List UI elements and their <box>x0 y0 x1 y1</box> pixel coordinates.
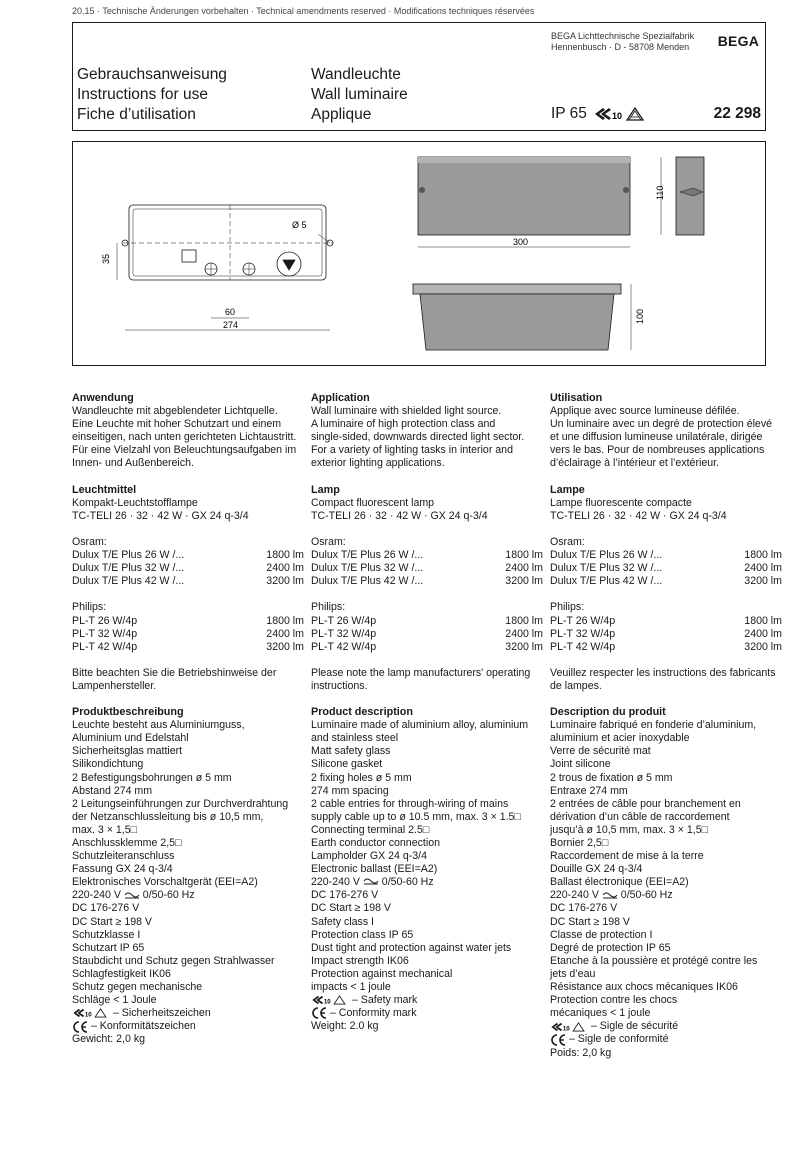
lamp-model: Dulux T/E Plus 32 W /... <box>72 562 185 575</box>
voltage-line <box>311 876 543 889</box>
description-line: Schutz gegen mechanische <box>72 981 203 994</box>
description-line: Schläge < 1 Joule <box>72 994 157 1007</box>
column-fr <box>550 392 782 1073</box>
application-section <box>550 392 782 471</box>
lamp-model: PL-T 26 W/4p <box>550 614 616 627</box>
height-100-label: 100 <box>635 308 645 324</box>
description-line: der Netzanschlussleitung bis ø 10,5 mm, <box>72 810 264 823</box>
lamp-model: Dulux T/E Plus 32 W /... <box>311 562 424 575</box>
voltage-line <box>550 889 782 902</box>
lamp-flux: 1800 lm <box>505 549 543 562</box>
conformity-mark-line <box>311 1007 543 1020</box>
lamp-flux: 2400 lm <box>505 627 543 640</box>
description-line: Degré de protection IP 65 <box>550 941 671 954</box>
osram-heading: Osram: <box>72 535 107 548</box>
description-line: Matt safety glass <box>311 745 391 758</box>
description-line: 2 Leitungseinführungen zur Durchverdrahtung <box>72 797 289 810</box>
hole-dimension-label: Ø 5 <box>292 220 307 230</box>
frequency-value: 0/50-60 Hz <box>620 889 673 902</box>
philips-lamp-row <box>550 641 782 654</box>
ac-dc-icon <box>602 891 618 901</box>
description-heading: Product description <box>311 706 413 719</box>
lamp-model: Dulux T/E Plus 26 W /... <box>550 549 663 562</box>
product-de: Wandleuchte <box>311 66 401 83</box>
svg-text:10: 10 <box>323 998 331 1006</box>
svg-text:10: 10 <box>84 1011 92 1019</box>
lamp-flux: 3200 lm <box>266 640 304 653</box>
title-fr: Fiche d’utilisation <box>77 106 196 123</box>
dimension-drawing <box>73 142 765 365</box>
safety-mark-icon <box>311 994 349 1006</box>
lamp-intro-line: TC-TELI 26 · 32 · 42 W · GX 24 q-3/4 <box>311 509 488 522</box>
lamp-note-line: de lampes. <box>550 679 602 692</box>
description-section <box>72 706 304 1046</box>
height-110-label: 110 <box>655 185 665 200</box>
lamp-model: PL-T 32 W/4p <box>550 627 616 640</box>
svg-text:10: 10 <box>562 1024 570 1032</box>
description-section <box>311 706 543 1033</box>
lamp-model: PL-T 42 W/4p <box>72 640 138 653</box>
description-line: Sicherheitsglas mattiert <box>72 745 183 758</box>
lamp-model: PL-T 26 W/4p <box>72 614 138 627</box>
lamp-intro-line: Lampe fluorescente compacte <box>550 496 692 509</box>
brand-logo: BEGA <box>717 33 759 49</box>
description-line: jusqu’à ø 10,5 mm, max. 3 × 1,5□ <box>550 823 709 836</box>
description-line: max. 3 × 1,5□ <box>72 823 137 836</box>
svg-text:10: 10 <box>611 111 622 121</box>
lamp-intro-line: TC-TELI 26 · 32 · 42 W · GX 24 q-3/4 <box>550 509 727 522</box>
lamp-flux: 3200 lm <box>505 640 543 653</box>
description-line: DC Start ≥ 198 V <box>550 915 631 928</box>
lamp-model: Dulux T/E Plus 42 W /... <box>72 575 185 588</box>
conformity-mark-line <box>550 1033 782 1046</box>
revision-note: 20.15 · Technische Änderungen vorbehalten · Technical amendments reserved · Modifications techniques réservées <box>72 6 535 16</box>
title-de: Gebrauchsanweisung <box>77 66 227 83</box>
description-line: Verre de sécurité mat <box>550 745 651 758</box>
safety-mark-label: – Sigle de sécurité <box>590 1020 679 1033</box>
description-line: DC Start ≥ 198 V <box>72 915 153 928</box>
lamp-model: Dulux T/E Plus 26 W /... <box>72 549 185 562</box>
philips-lamp-row <box>72 641 304 654</box>
osram-lamp-row <box>550 549 782 562</box>
osram-lamp-row <box>311 562 543 575</box>
lamp-note-line: instructions. <box>311 679 368 692</box>
weight-line: Poids: 2,0 kg <box>550 1046 612 1059</box>
description-line: aluminium et acier inoxydable <box>550 732 690 745</box>
lamp-flux: 3200 lm <box>744 640 782 653</box>
description-heading: Description du produit <box>550 706 666 719</box>
lamp-model: Dulux T/E Plus 32 W /... <box>550 562 663 575</box>
description-line: Impact strength IK06 <box>311 954 409 967</box>
application-line: einseitigen, nach unten gerichteten Lichtaustritt. <box>72 431 297 444</box>
lamp-heading: Lamp <box>311 483 340 496</box>
philips-heading: Philips: <box>72 601 107 614</box>
application-line: Un luminaire avec un degré de protection élevé <box>550 418 773 431</box>
lamp-flux: 2400 lm <box>505 562 543 575</box>
safety-mark-icon <box>593 106 649 122</box>
description-line: Etanche à la poussière et protégé contre les <box>550 954 758 967</box>
lamp-section <box>550 484 782 694</box>
description-line: and stainless steel <box>311 732 399 745</box>
lamp-flux: 3200 lm <box>505 575 543 588</box>
ce-mark-icon <box>311 1007 327 1019</box>
description-line: Entraxe 274 mm <box>550 784 628 797</box>
lamp-model: Dulux T/E Plus 42 W /... <box>550 575 663 588</box>
application-line: single-sided, downwards directed light sector. <box>311 431 525 444</box>
description-line: 2 fixing holes ø 5 mm <box>311 771 412 784</box>
application-line: Wall luminaire with shielded light source. <box>311 405 502 418</box>
osram-lamp-row <box>72 575 304 588</box>
product-fr: Applique <box>311 106 372 123</box>
description-line: Electronic ballast (EEI=A2) <box>311 863 438 876</box>
application-line: A luminaire of high protection class and <box>311 418 496 431</box>
ac-dc-icon <box>363 877 379 887</box>
weight-line: Gewicht: 2,0 kg <box>72 1033 146 1046</box>
application-line: For a variety of lighting tasks in interior and <box>311 444 513 457</box>
bottom-view <box>413 284 631 350</box>
osram-lamp-row <box>311 549 543 562</box>
description-line: Dust tight and protection against water jets <box>311 941 512 954</box>
philips-lamp-row <box>311 615 543 628</box>
description-line: Elektronisches Vorschaltgerät (EEI=A2) <box>72 876 258 889</box>
ce-mark-icon <box>550 1034 566 1046</box>
height-35-label: 35 <box>101 253 111 264</box>
description-line: 2 entrées de câble pour branchement en <box>550 797 741 810</box>
lamp-flux: 1800 lm <box>266 614 304 627</box>
lamp-model: PL-T 26 W/4p <box>311 614 377 627</box>
description-line: Schutzklasse I <box>72 928 141 941</box>
description-line: Safety class I <box>311 915 374 928</box>
lamp-section <box>311 484 543 694</box>
description-line: Earth conductor connection <box>311 837 440 849</box>
safety-mark-label: – Sicherheitszeichen <box>112 1007 211 1020</box>
safety-mark-line <box>72 1007 304 1020</box>
ip-rating: IP 65 <box>551 105 587 122</box>
lamp-intro-line: Compact fluorescent lamp <box>311 496 435 509</box>
philips-lamp-row <box>550 628 782 641</box>
voltage-value: 220-240 V <box>550 889 599 902</box>
safety-mark-icon <box>550 1021 588 1033</box>
description-line: Ballast électronique (EEI=A2) <box>550 876 689 889</box>
description-line: supply cable up to ø 10.5 mm, max. 3 × 1.5□ <box>311 810 521 823</box>
company-location: Hennenbusch · D - 58708 Menden <box>551 42 690 52</box>
frequency-value: 0/50-60 Hz <box>381 876 434 889</box>
ac-dc-icon <box>124 891 140 901</box>
spacing-274-label: 274 <box>223 320 239 330</box>
philips-lamp-row <box>72 615 304 628</box>
application-line: d’éclairage à l’intérieur et l’extérieur. <box>550 457 719 470</box>
safety-mark-label: – Safety mark <box>351 994 418 1007</box>
application-line: vers le bas. Pour de nombreuses applications <box>550 444 765 457</box>
frequency-value: 0/50-60 Hz <box>142 889 195 902</box>
application-line: Eine Leuchte mit hoher Schutzart und einem <box>72 418 282 431</box>
application-line: exterior lighting applications. <box>311 457 445 470</box>
conformity-mark-label: – Konformitätszeichen <box>90 1020 196 1033</box>
application-heading: Utilisation <box>550 392 603 404</box>
osram-lamp-row <box>550 575 782 588</box>
description-line: Luminaire made of aluminium alloy, aluminium <box>311 719 529 732</box>
lamp-section <box>72 484 304 694</box>
application-line: Innen- und Außenbereich. <box>72 457 194 470</box>
application-section <box>311 392 543 471</box>
width-300-label: 300 <box>513 237 529 247</box>
osram-heading: Osram: <box>550 535 585 548</box>
lamp-model: PL-T 42 W/4p <box>311 640 377 653</box>
osram-lamp-row <box>72 549 304 562</box>
voltage-line <box>72 889 304 902</box>
application-line: et une diffusion lumineuse unilatérale, dirigée <box>550 431 763 444</box>
application-line: Für eine Vielzahl von Beleuchtungsaufgaben im <box>72 444 297 457</box>
product-en: Wall luminaire <box>311 86 408 103</box>
article-number: 22 298 <box>713 105 761 122</box>
product-names <box>311 65 408 125</box>
description-line: Connecting terminal 2.5□ <box>311 823 430 836</box>
osram-lamp-row <box>311 575 543 588</box>
lamp-note-line: Veuillez respecter les instructions des fabricants <box>550 666 776 679</box>
description-line: Protection class IP 65 <box>311 928 414 941</box>
philips-lamp-row <box>311 641 543 654</box>
description-line: Fassung GX 24 q-3/4 <box>72 863 173 876</box>
description-line: Schutzleiteranschluss <box>72 850 175 863</box>
description-line: Raccordement de mise à la terre <box>550 850 704 863</box>
description-line: mécaniques < 1 joule <box>550 1007 651 1020</box>
description-line: Schutzart IP 65 <box>72 941 145 954</box>
description-line: jets d’eau <box>550 967 596 980</box>
description-line: 2 trous de fixation ø 5 mm <box>550 771 673 784</box>
philips-heading: Philips: <box>311 601 346 614</box>
document-titles <box>77 65 227 125</box>
description-heading: Produktbeschreibung <box>72 706 184 719</box>
lamp-model: PL-T 42 W/4p <box>550 640 616 653</box>
lamp-heading: Lampe <box>550 483 585 496</box>
lamp-flux: 1800 lm <box>744 614 782 627</box>
voltage-value: 220-240 V <box>72 889 121 902</box>
column-de <box>72 392 304 1060</box>
description-line: Joint silicone <box>550 758 611 771</box>
description-line: Protection against mechanical <box>311 967 453 980</box>
description-line: Anschlussklemme 2,5□ <box>72 837 182 849</box>
description-line: Abstand 274 mm <box>72 784 153 797</box>
application-line: Wandleuchte mit abgeblendeter Lichtquelle. <box>72 405 278 418</box>
side-view <box>661 157 704 235</box>
description-line: dérivation d’un câble de raccordement <box>550 810 730 823</box>
description-line: DC 176-276 V <box>72 902 140 915</box>
lamp-flux: 2400 lm <box>266 627 304 640</box>
application-section <box>72 392 304 471</box>
philips-lamp-row <box>72 628 304 641</box>
lamp-flux: 2400 lm <box>744 627 782 640</box>
osram-lamp-row <box>72 562 304 575</box>
conformity-mark-line <box>72 1020 304 1033</box>
description-line: Lampholder GX 24 q-3/4 <box>311 850 428 863</box>
lamp-note-line: Please note the lamp manufacturers' operating <box>311 666 531 679</box>
lamp-model: Dulux T/E Plus 26 W /... <box>311 549 424 562</box>
column-en <box>311 392 543 1046</box>
application-heading: Anwendung <box>72 392 134 404</box>
description-line: Silicone gasket <box>311 758 383 771</box>
weight-line: Weight: 2.0 kg <box>311 1020 379 1033</box>
description-line: Luminaire fabriqué en fonderie d’aluminium, <box>550 719 757 732</box>
description-line: impacts < 1 joule <box>311 981 391 994</box>
lamp-heading: Leuchtmittel <box>72 483 137 496</box>
lamp-flux: 2400 lm <box>266 562 304 575</box>
description-line: 2 Befestigungsbohrungen ø 5 mm <box>72 771 232 784</box>
lamp-flux: 2400 lm <box>744 562 782 575</box>
description-line: Staubdicht und Schutz gegen Strahlwasser <box>72 954 275 967</box>
lamp-intro-line: Kompakt-Leuchtstofflampe <box>72 496 198 509</box>
safety-mark-line <box>550 1020 782 1033</box>
description-section <box>550 706 782 1060</box>
lamp-note-line: Bitte beachten Sie die Betriebshinweise der <box>72 666 277 679</box>
lamp-flux: 3200 lm <box>744 575 782 588</box>
description-line: Leuchte besteht aus Aluminiumguss, <box>72 719 245 732</box>
osram-heading: Osram: <box>311 535 346 548</box>
osram-lamp-row <box>550 562 782 575</box>
company-name: BEGA Lichttechnische Spezialfabrik <box>551 31 695 41</box>
lamp-flux: 1800 lm <box>744 549 782 562</box>
technical-drawing <box>72 141 766 366</box>
description-line: Classe de protection I <box>550 928 653 941</box>
safety-mark-line <box>311 994 543 1007</box>
description-line: DC Start ≥ 198 V <box>311 902 392 915</box>
application-line: Applique avec source lumineuse défilée. <box>550 405 740 418</box>
philips-lamp-row <box>550 615 782 628</box>
lamp-note-line: Lampenhersteller. <box>72 679 157 692</box>
conformity-mark-label: – Sigle de conformité <box>568 1033 669 1046</box>
description-line: Bornier 2,5□ <box>550 837 609 849</box>
description-line: 2 cable entries for through-wiring of mains <box>311 797 509 810</box>
description-line: Protection contre les chocs <box>550 994 678 1007</box>
lamp-model: PL-T 32 W/4p <box>72 627 138 640</box>
protection-rating <box>551 105 649 123</box>
conformity-mark-label: – Conformity mark <box>329 1007 417 1020</box>
description-line: Aluminium und Edelstahl <box>72 732 189 745</box>
safety-mark-icon <box>72 1007 110 1019</box>
philips-heading: Philips: <box>550 601 585 614</box>
title-en: Instructions for use <box>77 86 208 103</box>
description-line: Douille GX 24 q-3/4 <box>550 863 643 876</box>
lamp-intro-line: TC-TELI 26 · 32 · 42 W · GX 24 q-3/4 <box>72 509 249 522</box>
company-address <box>551 31 694 53</box>
lamp-flux: 1800 lm <box>505 614 543 627</box>
lamp-model: PL-T 32 W/4p <box>311 627 377 640</box>
description-line: Schlagfestigkeit IK06 <box>72 967 171 980</box>
spacing-60-label: 60 <box>225 307 236 317</box>
lamp-flux: 3200 lm <box>266 575 304 588</box>
ce-mark-icon <box>72 1021 88 1033</box>
header-box <box>72 22 766 131</box>
description-line: 274 mm spacing <box>311 784 389 797</box>
application-heading: Application <box>311 392 370 404</box>
description-line: DC 176-276 V <box>311 889 379 902</box>
description-line: Silikondichtung <box>72 758 144 771</box>
philips-lamp-row <box>311 628 543 641</box>
lamp-model: Dulux T/E Plus 42 W /... <box>311 575 424 588</box>
description-line: Résistance aux chocs mécaniques IK06 <box>550 981 738 994</box>
front-shaded-view <box>418 157 630 247</box>
description-line: DC 176-276 V <box>550 902 618 915</box>
lamp-flux: 1800 lm <box>266 549 304 562</box>
voltage-value: 220-240 V <box>311 876 360 889</box>
